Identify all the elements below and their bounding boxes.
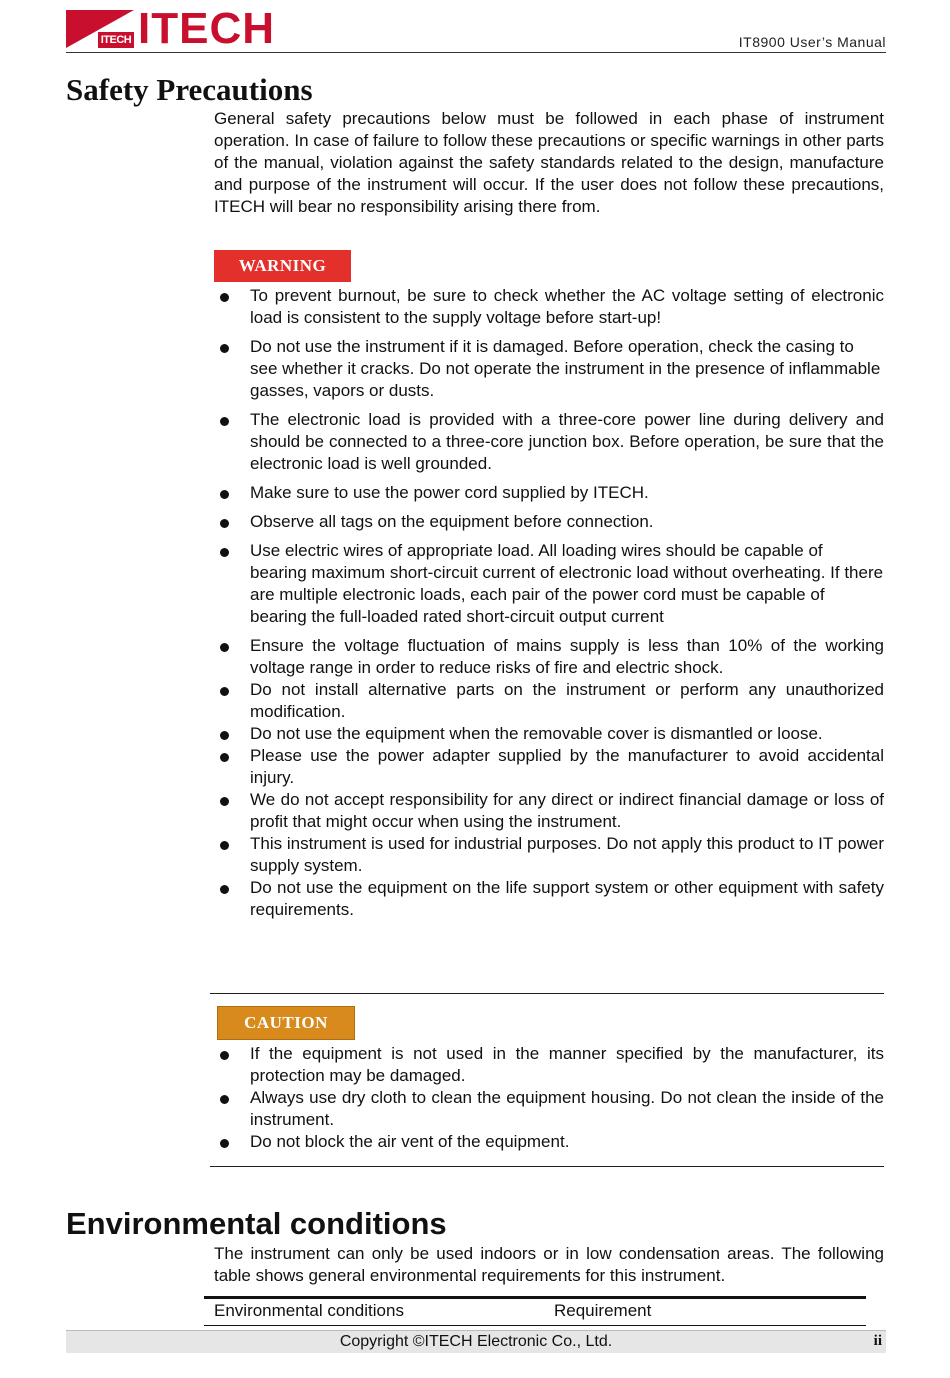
safety-intro: General safety precautions below must be followed in each phase of instrument operation. In case of failure to follow these precautions or specific warnings in other parts of the manual, violation against the safety standards related to the design, manufacture and purpose of the instrument will occur. If the user does not follow these precautions, ITECH will bear no responsibility arising there from. (214, 109, 884, 216)
itech-logo (66, 4, 275, 53)
bullet-icon (220, 753, 229, 762)
list-item: We do not accept responsibility for any direct or indirect financial damage or loss of profit that might occur when using the instrument. (214, 789, 884, 833)
list-item: The electronic load is provided with a three-core power line during delivery and should be connected to a three-core junction box. Before operation, be sure that the electronic load is well grounded. (214, 409, 884, 475)
bullet-icon (220, 643, 229, 652)
bullet-icon (220, 797, 229, 806)
warning-list (214, 285, 884, 921)
list-item: If the equipment is not used in the manner specified by the manufacturer, its protection may be damaged. (214, 1043, 884, 1087)
logo-text: ITECH (138, 4, 275, 53)
list-item: Observe all tags on the equipment before connection. (214, 511, 884, 533)
bullet-icon (220, 841, 229, 850)
bullet-icon (220, 293, 229, 302)
bullet-icon (220, 548, 229, 557)
bullet-icon (220, 344, 229, 353)
bullet-icon (220, 1139, 229, 1148)
bullet-icon (220, 490, 229, 499)
page-header (66, 4, 886, 53)
bullet-icon (220, 1095, 229, 1104)
environment-intro: The instrument can only be used indoors or in low condensation areas. The following table shows general environmental requirements for this instrument. (214, 1244, 884, 1285)
bullet-icon (220, 687, 229, 696)
list-item: Ensure the voltage fluctuation of mains supply is less than 10% of the working voltage range in order to reduce risks of fire and electric shock. (214, 635, 884, 679)
list-item: Make sure to use the power cord supplied by ITECH. (214, 482, 884, 504)
bullet-icon (220, 519, 229, 528)
list-item: Use electric wires of appropriate load. All loading wires should be capable of bearing maximum short-circuit current of electronic load without overheating. If there are multiple electronic loads, each pair of the power cord must be capable of bearing the full-loaded rated short-circuit output current (214, 540, 884, 628)
warning-badge: WARNING (214, 250, 351, 282)
list-item: To prevent burnout, be sure to check whether the AC voltage setting of electronic load is consistent to the supply voltage before start-up! (214, 285, 884, 329)
list-item: Do not use the equipment on the life support system or other equipment with safety requirements. (214, 877, 884, 921)
bullet-icon (220, 417, 229, 426)
page-number: ii (873, 1333, 882, 1349)
bullet-icon (220, 731, 229, 740)
list-item: This instrument is used for industrial purposes. Do not apply this product to IT power supply system. (214, 833, 884, 877)
caution-badge: CAUTION (217, 1006, 355, 1040)
list-item: Do not block the air vent of the equipment. (214, 1131, 884, 1153)
list-item: Do not use the instrument if it is damaged. Before operation, check the casing to see whether it cracks. Do not operate the instrument in the presence of inflammable gasses, vapors or dusts. (214, 336, 884, 402)
caution-list (214, 1043, 884, 1153)
caution-bottom-rule (210, 1166, 884, 1167)
bullet-icon (220, 1051, 229, 1060)
list-item: Do not install alternative parts on the instrument or perform any unauthorized modification. (214, 679, 884, 723)
list-item: Do not use the equipment when the removable cover is dismantled or loose. (214, 723, 884, 745)
logo-badge: ITECH (98, 32, 134, 48)
environment-table-header (204, 1296, 866, 1326)
table-header-requirement: Requirement (554, 1301, 652, 1320)
copyright-text: Copyright ©ITECH Electronic Co., Ltd. (339, 1333, 613, 1350)
bullet-icon (220, 885, 229, 894)
logo-mark-icon (66, 10, 134, 48)
list-item: Please use the power adapter supplied by the manufacturer to avoid accidental injury. (214, 745, 884, 789)
table-header-conditions: Environmental conditions (214, 1301, 404, 1320)
caution-top-rule (210, 993, 884, 994)
list-item: Always use dry cloth to clean the equipment housing. Do not clean the inside of the instrument. (214, 1087, 884, 1131)
page-footer (66, 1330, 886, 1353)
safety-title: Safety Precautions (66, 72, 313, 107)
environment-title: Environmental conditions (66, 1206, 447, 1241)
manual-title: IT8900 User’s Manual (738, 34, 886, 50)
